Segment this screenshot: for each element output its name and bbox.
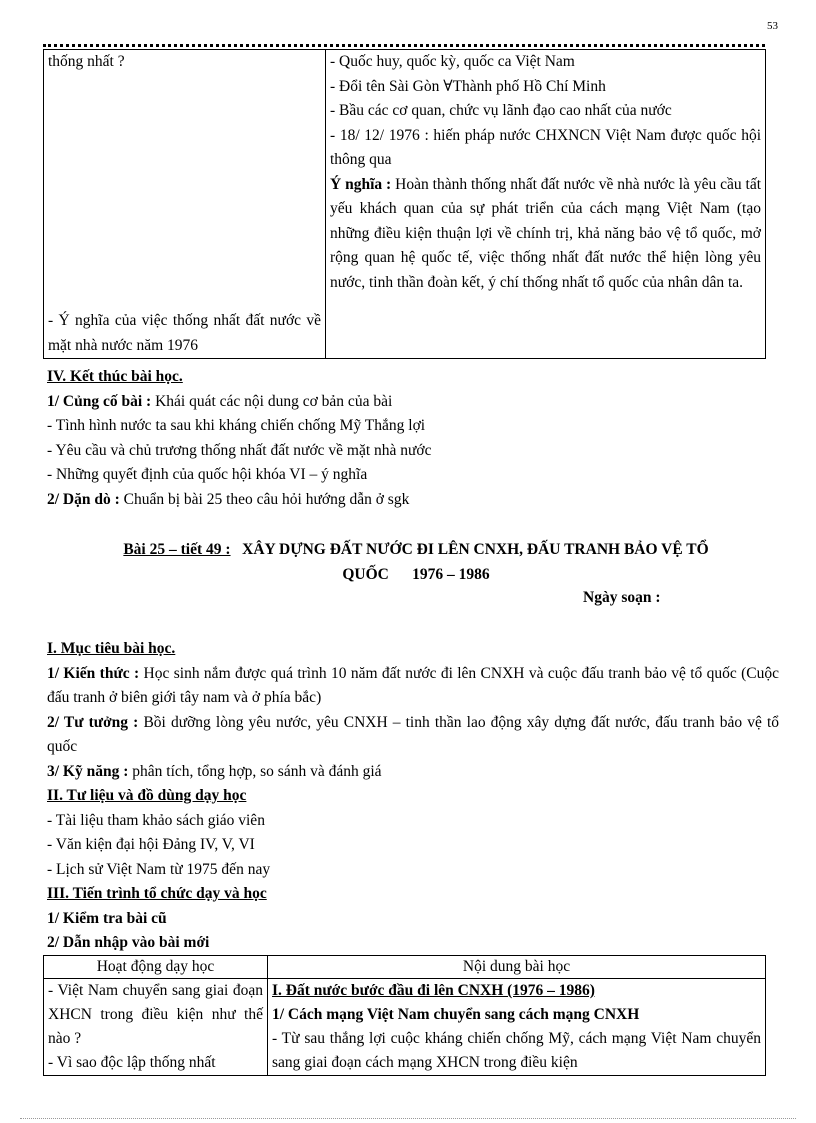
bottom-dotted-rule [20, 1118, 796, 1119]
left-bottom-text: - Ý nghĩa của việc thống nhất đất nước về mặt nhà nước năm 1976 [48, 312, 321, 354]
bottom-left-text-1: - Việt Nam chuyển sang giai đoạn XHCN trong điều kiện như thế nào ? [48, 982, 263, 1047]
bottom-table-header-row [44, 956, 766, 979]
section4-heading: IV. Kết thúc bài học. [47, 368, 183, 385]
skill-text: phân tích, tổng hợp, so sánh và đánh giá [132, 762, 382, 780]
date-label: Ngày soạn : [583, 589, 661, 606]
thought-text: Bồi dưỡng lòng yêu nước, yêu CNXH – tinh thần lao động xây dựng đất nước, đấu tranh bảo vệ tổ quốc [47, 713, 779, 755]
bottom-left-text-2: - Vì sao độc lập thống nhất [48, 1054, 216, 1071]
thought-paragraph [47, 711, 779, 760]
section2-item-3: - Lịch sử Việt Nam từ 1975 đến nay [47, 860, 271, 878]
page-number: 53 [767, 20, 778, 32]
lesson-title [46, 537, 786, 587]
knowledge-paragraph [47, 662, 779, 711]
section1-heading: I. Mục tiêu bài học. [47, 640, 176, 657]
bottom-right-subheading: 1/ Cách mạng Việt Nam chuyển sang cách mạng CNXH [272, 1006, 640, 1023]
header-right: Nội dung bài học [268, 956, 766, 979]
bottom-table-row [44, 979, 766, 1076]
bottom-table [43, 955, 766, 1076]
skill-line [47, 760, 779, 785]
section4-item-2: - Yêu cầu và chủ trương thống nhất đất nước về mặt nhà nước [47, 441, 432, 459]
right-line-1: - Quốc huy, quốc kỳ, quốc ca Việt Nam [330, 53, 575, 70]
section2-item-2: - Văn kiện đại hội Đảng IV, V, VI [47, 836, 255, 853]
step2-line: 2/ Dẫn nhập vào bài mới [47, 934, 210, 951]
consolidation-line [47, 390, 777, 415]
right-line-2: - Đổi tên Sài Gòn ∀Thành phố Hồ Chí Minh [330, 77, 606, 95]
header-left: Hoạt động dạy học [44, 956, 268, 979]
right-line-4: - 18/ 12/ 1976 : hiến pháp nước CHXNCN Việt Nam được quốc hội thông qua [330, 126, 761, 168]
homework-label: 2/ Dặn dò : [47, 490, 120, 508]
section2-heading: II. Tư liệu và đồ dùng dạy học [47, 787, 247, 804]
top-table-right-cell [326, 50, 766, 359]
bottom-right-heading: I. Đất nước bước đầu đi lên CNXH (1976 – 1986) [272, 982, 595, 999]
section1-block [47, 637, 779, 956]
section4-item-1: - Tình hình nước ta sau khi kháng chiến chống Mỹ Thắng lợi [47, 417, 426, 434]
section4-block [47, 365, 777, 512]
section2-item-1: - Tài liệu tham khảo sách giáo viên [47, 811, 265, 829]
knowledge-text: Học sinh nắm được quá trình 10 năm đất nước đi lên CNXH và cuộc đấu tranh bảo vệ tổ quốc (Cuộc đấu tranh ở biên giới tây nam và ở phía bắc) [47, 664, 779, 706]
thought-label: 2/ Tư tưởng : [47, 713, 139, 731]
section4-item-3: - Những quyết định của quốc hội khóa VI – ý nghĩa [47, 466, 368, 483]
top-dotted-rule [43, 44, 765, 47]
left-top-text: thống nhất ? [48, 53, 125, 70]
top-table [43, 49, 766, 359]
skill-label: 3/ Kỹ năng : [47, 762, 129, 780]
consolidation-text: Khái quát các nội dung cơ bản của bài [155, 392, 393, 410]
homework-text: Chuẩn bị bài 25 theo câu hỏi hướng dẫn ở sgk [123, 490, 410, 508]
step1-line: 1/ Kiểm tra bài cũ [47, 909, 167, 927]
top-table-left-cell [44, 50, 326, 359]
lesson-number: Bài 25 – tiết 49 : [123, 541, 231, 558]
significance-label: Ý nghĩa : [330, 175, 392, 193]
consolidation-label: 1/ Củng cố bài : [47, 392, 152, 410]
bottom-left-cell [44, 979, 268, 1076]
knowledge-label: 1/ Kiến thức : [47, 664, 140, 682]
lesson-title-line-1 [46, 537, 786, 562]
bottom-right-cell [268, 979, 766, 1076]
bottom-right-text: - Từ sau thắng lợi cuộc kháng chiến chống Mỹ, cách mạng Việt Nam chuyển sang giai đoạn cách mạng XHCN trong điều kiện [272, 1030, 761, 1071]
significance-paragraph [330, 173, 761, 296]
lesson-title-line-2: QUỐC 1976 – 1986 [342, 566, 490, 583]
lesson-title-text-1: XÂY DỰNG ĐẤT NƯỚC ĐI LÊN CNXH, ĐẤU TRANH BẢO VỆ TỔ [242, 541, 709, 558]
homework-line [47, 488, 777, 513]
section3-heading: III. Tiến trình tổ chức dạy và học [47, 885, 267, 902]
right-line-3: - Bầu các cơ quan, chức vụ lãnh đạo cao nhất của nước [330, 102, 672, 119]
significance-text: Hoàn thành thống nhất đất nước về nhà nước là yêu cầu tất yếu khách quan của sự phát triển của cách mạng Việt Nam (tạo những điều kiện thuận lợi về chính trị, khả năng bảo vệ tổ quốc, mở rộng quan hệ quốc tế, việc thống nhất đất nước thể hiện lòng yêu nước, tinh thần đoàn kết, ý chí thống nhất tổ quốc của nhân dân ta. [330, 175, 762, 291]
